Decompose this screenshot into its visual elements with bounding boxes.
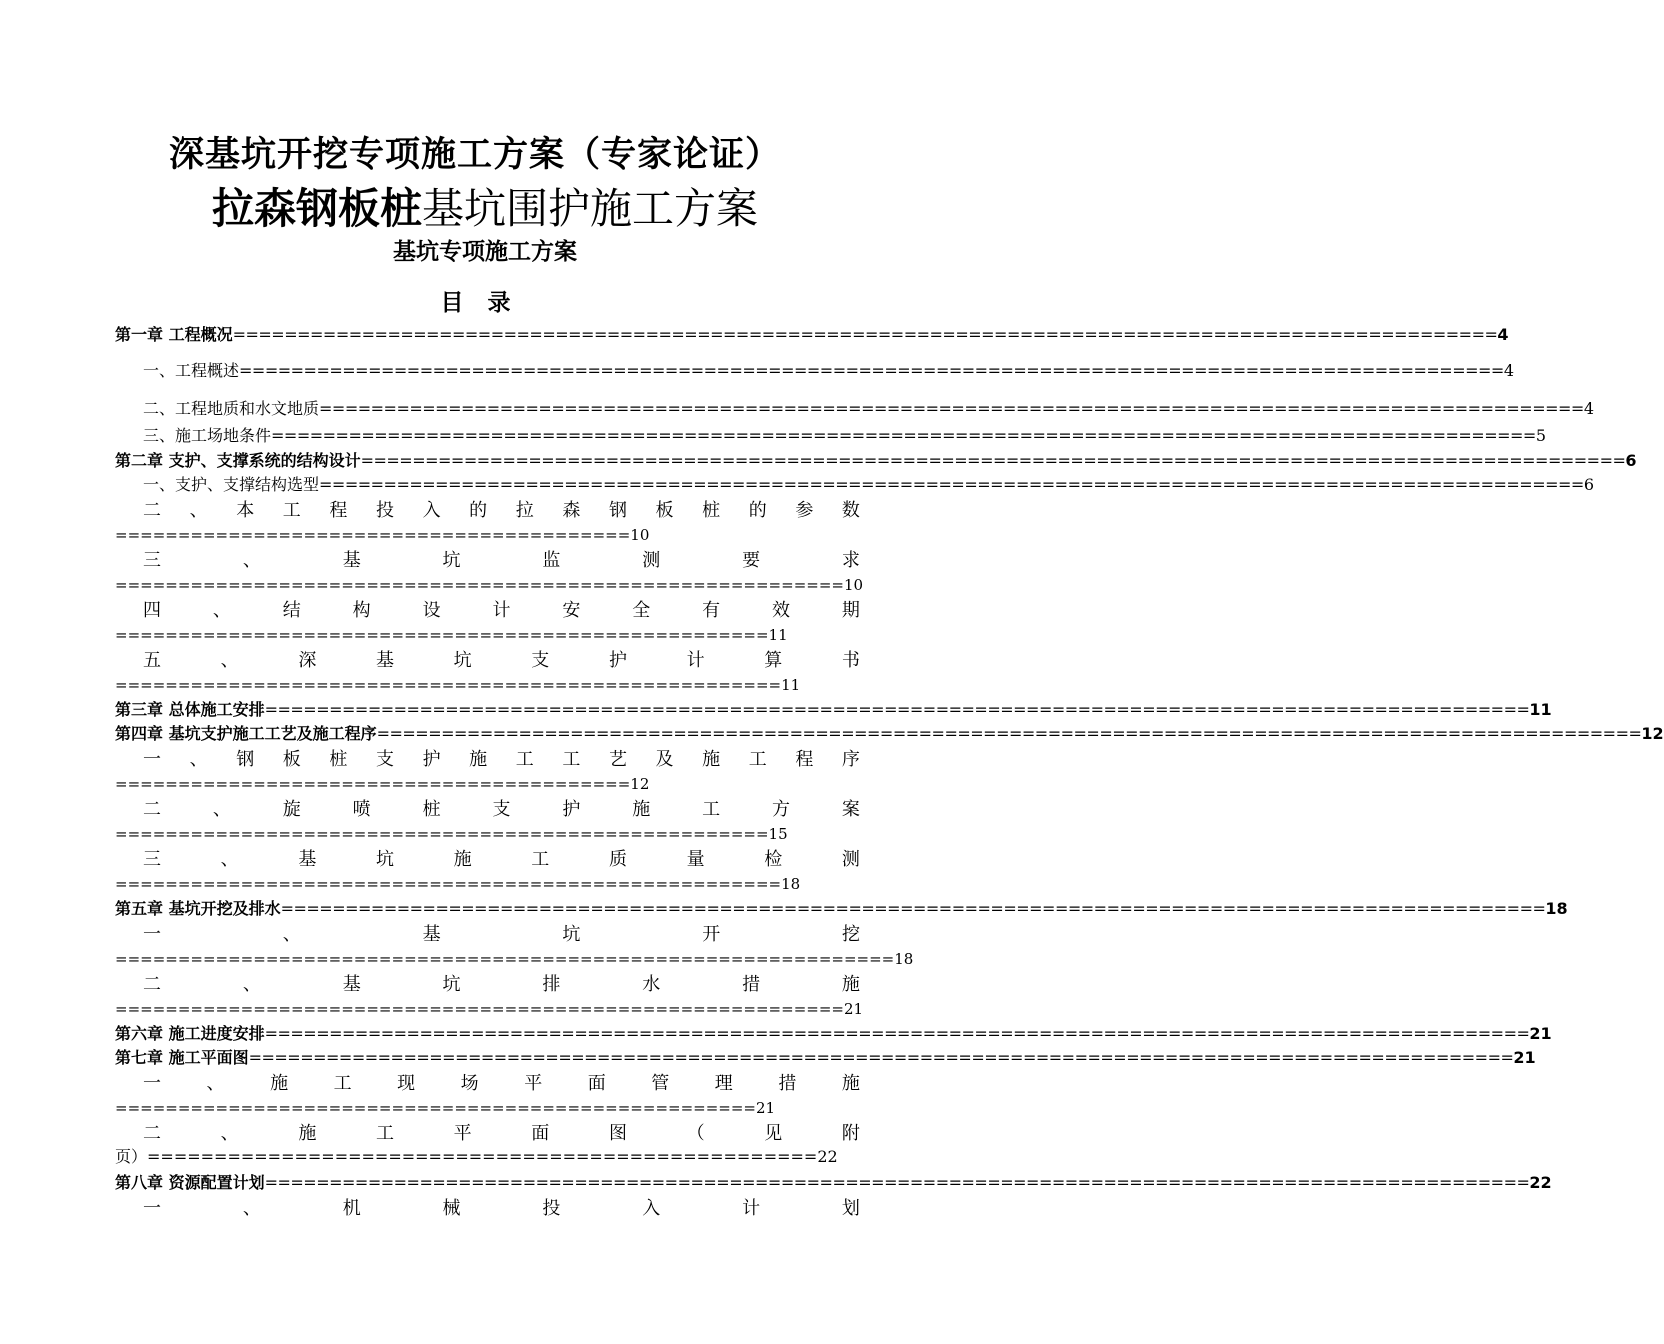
toc-section-4-2[interactable] <box>115 797 860 823</box>
toc-char: 、 <box>282 924 301 945</box>
toc-char: 要 <box>742 550 761 571</box>
toc-char: 工 <box>333 1073 352 1094</box>
toc-char: 效 <box>772 600 791 621</box>
toc-section-4-3[interactable] <box>115 847 860 873</box>
toc-section-7-2-leader: 页）==================================================22 <box>115 1147 838 1166</box>
toc-char: 方 <box>772 799 791 820</box>
toc-char: 护 <box>562 799 581 820</box>
toc-char: 桩 <box>422 799 441 820</box>
toc-char: 测 <box>841 849 860 870</box>
toc-label: 第七章 施工平面图 <box>115 1048 249 1067</box>
toc-char: 入 <box>422 500 441 521</box>
toc-page: 11 <box>1529 700 1552 719</box>
toc-page: 6 <box>1583 475 1595 494</box>
toc-section-1-1[interactable] <box>115 359 1515 383</box>
toc-char: 钢 <box>608 500 627 521</box>
toc-section-4-1-leader: =========================================12 <box>115 775 650 793</box>
toc-section-4-2-leader: ====================================================15 <box>115 825 788 843</box>
toc-char: 挖 <box>841 924 860 945</box>
toc-leader: ================================================================================================== <box>239 361 1504 380</box>
toc-char: 、 <box>242 1198 261 1219</box>
toc-char: 测 <box>642 550 661 571</box>
toc-char: 水 <box>642 974 661 995</box>
toc-page: 5 <box>1535 426 1547 445</box>
subtitle-bold-part: 拉森钢板桩 <box>211 184 422 233</box>
toc-section-4-1[interactable] <box>115 747 860 773</box>
toc-section-2-3[interactable] <box>115 548 860 574</box>
toc-page: 6 <box>1625 451 1637 470</box>
toc-heading: 目录 <box>440 289 535 316</box>
toc-section-2-5[interactable] <box>115 648 860 674</box>
toc-section-8-1[interactable] <box>115 1196 860 1222</box>
toc-section-7-2[interactable] <box>115 1121 860 1147</box>
toc-section-7-1-leader: ===================================================21 <box>115 1099 776 1117</box>
toc-char: 量 <box>686 849 705 870</box>
toc-label: 一、支护、支撑结构选型 <box>143 475 320 494</box>
toc-label: 第二章 支护、支撑系统的结构设计 <box>115 451 361 470</box>
toc-char: 一 <box>143 749 161 770</box>
toc-section-5-1[interactable] <box>115 922 860 948</box>
toc-char: 程 <box>329 500 348 521</box>
toc-char: 坑 <box>453 650 472 671</box>
toc-char: 五 <box>143 650 161 671</box>
toc-char: 基 <box>422 924 441 945</box>
toc-char: 措 <box>778 1073 797 1094</box>
toc-char: 施 <box>270 1073 289 1094</box>
toc-char: 平 <box>524 1073 543 1094</box>
toc-char: 施 <box>841 974 860 995</box>
toc-char: 算 <box>764 650 783 671</box>
toc-char: 期 <box>841 600 860 621</box>
toc-char: 、 <box>242 974 261 995</box>
toc-char: 入 <box>642 1198 661 1219</box>
toc-leader: ================================================================================================== <box>271 426 1536 445</box>
toc-label: 第六章 施工进度安排 <box>115 1024 265 1043</box>
toc-char: 基 <box>375 650 394 671</box>
toc-char: 支 <box>492 799 511 820</box>
toc-page: 21 <box>1513 1048 1536 1067</box>
toc-char: 、 <box>206 1073 225 1094</box>
toc-char: 本 <box>236 500 255 521</box>
toc-char: 四 <box>143 600 161 621</box>
toc-leader: ================================================================================================== <box>319 399 1584 418</box>
toc-char: 质 <box>608 849 627 870</box>
toc-char: 施 <box>841 1073 860 1094</box>
toc-section-5-2[interactable] <box>115 972 860 998</box>
toc-char: 坑 <box>562 924 581 945</box>
toc-section-7-1[interactable] <box>115 1071 860 1097</box>
toc-char: 坑 <box>442 974 461 995</box>
toc-char: 面 <box>587 1073 606 1094</box>
toc-leader: ================================================================================================== <box>264 700 1530 719</box>
toc-char: 理 <box>714 1073 733 1094</box>
toc-char: 投 <box>542 1198 561 1219</box>
toc-char: 旋 <box>282 799 301 820</box>
toc-char: 钢 <box>236 749 255 770</box>
toc-leader: ================================================================================================== <box>264 1024 1530 1043</box>
toc-char: 二 <box>143 500 161 521</box>
toc-char: 投 <box>375 500 394 521</box>
toc-char: 监 <box>542 550 561 571</box>
toc-char: 、 <box>189 500 208 521</box>
toc-char: 桩 <box>702 500 721 521</box>
toc-section-2-4-leader: ====================================================11 <box>115 626 788 644</box>
toc-leader: ================================================================================================== <box>376 724 1642 743</box>
toc-char: 艺 <box>608 749 627 770</box>
toc-leader: ================================================================================================== <box>264 1173 1530 1192</box>
toc-section-2-1[interactable] <box>115 473 1595 497</box>
toc-char: 工 <box>375 1123 394 1144</box>
toc-chapter-2[interactable] <box>115 449 1637 473</box>
toc-char: 坑 <box>442 550 461 571</box>
toc-char: 桩 <box>329 749 348 770</box>
toc-char: 一 <box>143 924 161 945</box>
toc-char: 见 <box>764 1123 783 1144</box>
toc-leader: ================================================================================================== <box>319 475 1584 494</box>
toc-char: 三 <box>143 849 161 870</box>
toc-label: 第八章 资源配置计划 <box>115 1173 265 1192</box>
toc-chapter-8[interactable] <box>115 1171 1552 1195</box>
toc-char: 书 <box>841 650 860 671</box>
toc-char: 开 <box>702 924 721 945</box>
toc-char: 有 <box>702 600 721 621</box>
toc-char: 械 <box>442 1198 461 1219</box>
toc-page: 4 <box>1503 361 1515 380</box>
toc-char: 施 <box>469 749 488 770</box>
toc-chapter-5[interactable] <box>115 897 1568 921</box>
toc-label: 一、工程概述 <box>143 361 240 380</box>
toc-char: 二 <box>143 974 161 995</box>
toc-char: 、 <box>220 1123 239 1144</box>
toc-section-2-3-leader: ==========================================================10 <box>115 576 864 594</box>
toc-label: 二、工程地质和水文地质 <box>143 399 320 418</box>
toc-label: 第四章 基坑支护施工工艺及施工程序 <box>115 724 377 743</box>
toc-label: 第三章 总体施工安排 <box>115 700 265 719</box>
toc-char: 、 <box>220 849 239 870</box>
toc-char: 数 <box>841 500 860 521</box>
toc-char: 附 <box>841 1123 860 1144</box>
toc-section-2-2[interactable] <box>115 498 860 524</box>
toc-char: 工 <box>562 749 581 770</box>
toc-char: 支 <box>531 650 550 671</box>
toc-section-1-3[interactable] <box>115 424 1547 448</box>
toc-char: 全 <box>632 600 651 621</box>
toc-leader: ================================================================================================== <box>232 325 1498 344</box>
toc-char: 平 <box>453 1123 472 1144</box>
toc-char: 工 <box>515 749 534 770</box>
toc-char: 、 <box>220 650 239 671</box>
subtitle-normal-part: 基坑围护施工方案 <box>422 184 759 233</box>
toc-char: 排 <box>542 974 561 995</box>
toc-char: 及 <box>655 749 674 770</box>
toc-char: 施 <box>298 1123 317 1144</box>
toc-char: 程 <box>795 749 814 770</box>
toc-char: 一 <box>143 1198 161 1219</box>
toc-leader: ================================================================================================== <box>360 451 1626 470</box>
toc-char: 案 <box>841 799 860 820</box>
toc-char: 构 <box>352 600 371 621</box>
toc-char: 护 <box>608 650 627 671</box>
toc-char: 施 <box>632 799 651 820</box>
toc-char: 场 <box>460 1073 479 1094</box>
toc-char: 二 <box>143 799 161 820</box>
toc-chapter-6[interactable] <box>115 1022 1552 1046</box>
toc-char: 支 <box>375 749 394 770</box>
toc-section-2-5-leader: =====================================================11 <box>115 676 801 694</box>
toc-char: 结 <box>282 600 301 621</box>
toc-char: 基 <box>342 974 361 995</box>
toc-char: 基 <box>298 849 317 870</box>
toc-page: 22 <box>1529 1173 1552 1192</box>
toc-char: 措 <box>742 974 761 995</box>
toc-char: 深 <box>298 650 317 671</box>
toc-char: 图 <box>608 1123 627 1144</box>
toc-char: 设 <box>422 600 441 621</box>
toc-label: 三、施工场地条件 <box>143 426 272 445</box>
toc-char: 、 <box>212 799 231 820</box>
toc-char: 现 <box>397 1073 416 1094</box>
toc-char: 参 <box>795 500 814 521</box>
toc-section-5-2-leader: ==========================================================21 <box>115 1000 864 1018</box>
toc-char: 工 <box>748 749 767 770</box>
toc-section-4-3-leader: =====================================================18 <box>115 875 801 893</box>
toc-page: 21 <box>1529 1024 1552 1043</box>
toc-char: 机 <box>342 1198 361 1219</box>
toc-chapter-7[interactable] <box>115 1046 1536 1070</box>
toc-char: 安 <box>562 600 581 621</box>
toc-leader: ================================================================================================== <box>248 1048 1514 1067</box>
toc-char: 的 <box>748 500 767 521</box>
toc-section-5-1-leader: ==============================================================18 <box>115 950 914 968</box>
toc-section-2-2-leader: =========================================10 <box>115 526 650 544</box>
toc-char: 坑 <box>375 849 394 870</box>
toc-page: 18 <box>1545 899 1568 918</box>
toc-char: 施 <box>453 849 472 870</box>
toc-section-1-2[interactable] <box>115 397 1595 421</box>
toc-char: 、 <box>242 550 261 571</box>
toc-page: 12 <box>1641 724 1664 743</box>
toc-leader: ================================================================================================== <box>280 899 1546 918</box>
toc-char: 检 <box>764 849 783 870</box>
toc-chapter-1[interactable] <box>115 323 1509 347</box>
toc-char: 三 <box>143 550 161 571</box>
toc-char: 二 <box>143 1123 161 1144</box>
toc-char: （ <box>686 1123 705 1144</box>
toc-char: 计 <box>742 1198 761 1219</box>
document-subtitle-2: 基坑专项施工方案 <box>393 238 577 265</box>
toc-page: 4 <box>1497 325 1509 344</box>
toc-char: 一 <box>143 1073 161 1094</box>
toc-char: 森 <box>562 500 581 521</box>
toc-char: 的 <box>469 500 488 521</box>
toc-char: 施 <box>702 749 721 770</box>
toc-char: 工 <box>702 799 721 820</box>
toc-char: 管 <box>651 1073 670 1094</box>
toc-char: 序 <box>841 749 860 770</box>
toc-char: 求 <box>841 550 860 571</box>
toc-char: 基 <box>342 550 361 571</box>
toc-char: 、 <box>212 600 231 621</box>
toc-section-2-4[interactable] <box>115 598 860 624</box>
toc-chapter-3[interactable] <box>115 698 1552 722</box>
toc-char: 拉 <box>515 500 534 521</box>
toc-char: 计 <box>686 650 705 671</box>
document-subtitle <box>0 176 970 236</box>
toc-char: 板 <box>282 749 301 770</box>
toc-char: 面 <box>531 1123 550 1144</box>
toc-char: 护 <box>422 749 441 770</box>
toc-char: 划 <box>841 1198 860 1219</box>
toc-char: 工 <box>282 500 301 521</box>
toc-page: 4 <box>1583 399 1595 418</box>
toc-char: 板 <box>655 500 674 521</box>
toc-char: 喷 <box>352 799 371 820</box>
toc-char: 工 <box>531 849 550 870</box>
toc-label: 第五章 基坑开挖及排水 <box>115 899 281 918</box>
toc-chapter-4[interactable] <box>115 722 1664 746</box>
toc-label: 第一章 工程概况 <box>115 325 233 344</box>
toc-char: 计 <box>492 600 511 621</box>
document-title: 深基坑开挖专项施工方案（专家论证） <box>168 134 781 175</box>
toc-char: 、 <box>189 749 208 770</box>
